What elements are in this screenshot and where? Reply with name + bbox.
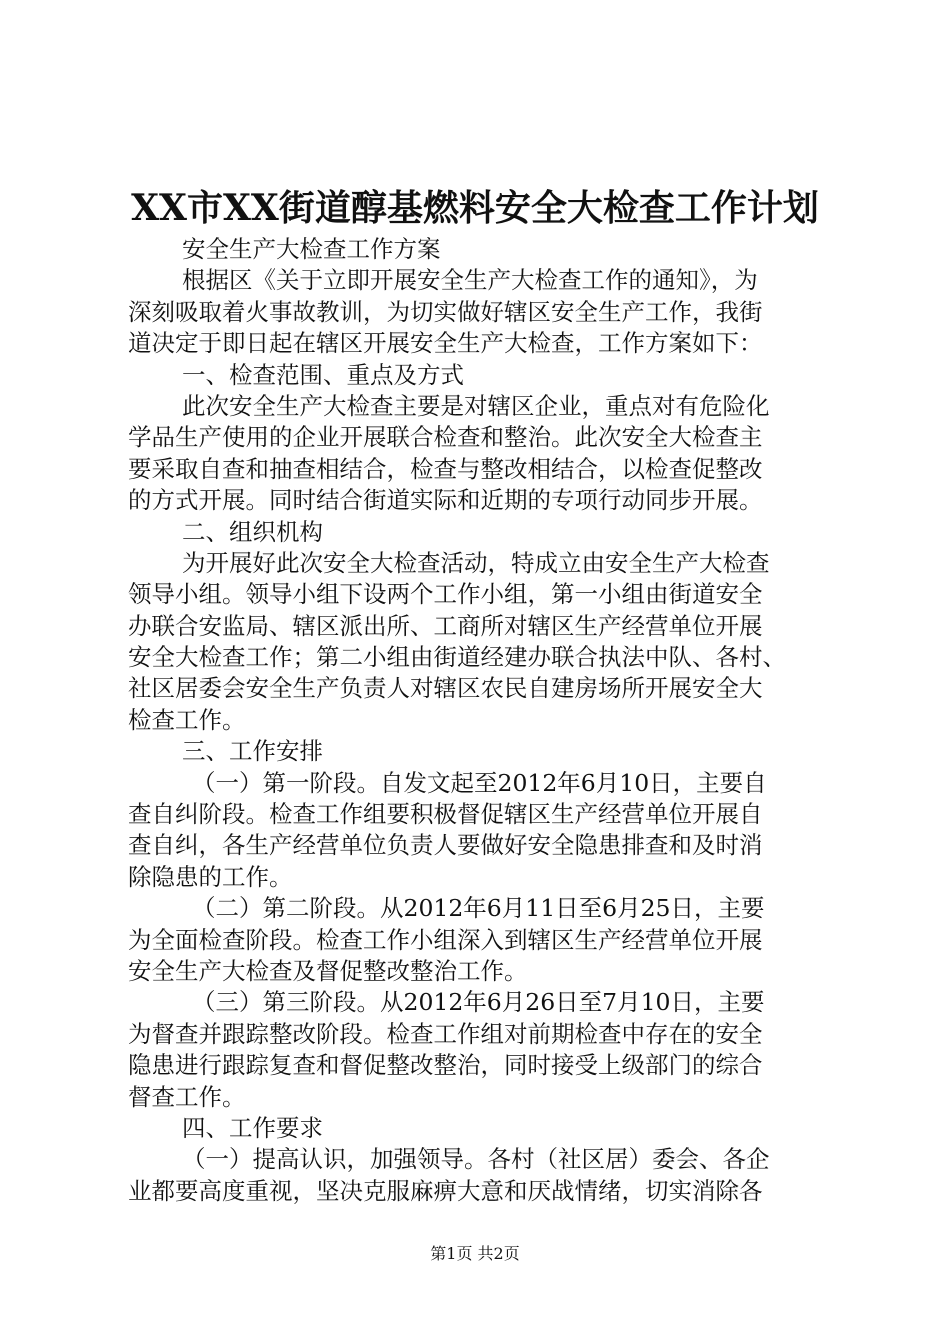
body-line: 的方式开展。同时结合街道实际和近期的专项行动同步开展。 <box>128 486 763 515</box>
body-line: 深刻吸取着火事故教训，为切实做好辖区安全生产工作，我街 <box>128 297 763 326</box>
body-line: 一、检查范围、重点及方式 <box>182 360 464 389</box>
body-line: 二、组织机构 <box>182 517 323 546</box>
body-line: 为督查并跟踪整改阶段。检查工作组对前期检查中存在的安全 <box>128 1019 763 1048</box>
body-line: （一）第一阶段。自发文起至2012年6月10日，主要自 <box>192 768 767 797</box>
document-title: XX市XX街道醇基燃料安全大检查工作计划 <box>131 187 819 229</box>
body-line: （一）提高认识，加强领导。各村（社区居）委会、各企 <box>182 1145 770 1174</box>
body-line: 为开展好此次安全大检查活动，特成立由安全生产大检查 <box>182 548 770 577</box>
body-line: 此次安全生产大检查主要是对辖区企业，重点对有危险化 <box>182 391 770 420</box>
body-line: 查自纠，各生产经营单位负责人要做好安全隐患排查和及时消 <box>128 831 763 860</box>
body-line: 安全生产大检查及督促整改整治工作。 <box>128 956 528 985</box>
body-line: 隐患进行跟踪复查和督促整改整治，同时接受上级部门的综合 <box>128 1051 763 1080</box>
body-line: （三）第三阶段。从2012年6月26日至7月10日，主要 <box>192 988 765 1017</box>
body-line: 道决定于即日起在辖区开展安全生产大检查，工作方案如下： <box>128 329 763 358</box>
body-line: 要采取自查和抽查相结合，检查与整改相结合，以检查促整改 <box>128 454 763 483</box>
body-line: （二）第二阶段。从2012年6月11日至6月25日，主要 <box>192 894 765 923</box>
body-line: 四、工作要求 <box>182 1113 323 1142</box>
body-line: 业都要高度重视，坚决克服麻痹大意和厌战情绪，切实消除各 <box>128 1176 763 1205</box>
body-line: 除隐患的工作。 <box>128 862 293 891</box>
body-line: 安全生产大检查工作方案 <box>182 235 441 263</box>
body-line: 为全面检查阶段。检查工作小组深入到辖区生产经营单位开展 <box>128 925 763 954</box>
body-line: 督查工作。 <box>128 1082 246 1111</box>
page-footer: 第1页 共2页 <box>430 1244 520 1263</box>
body-line: 领导小组。领导小组下设两个工作小组，第一小组由街道安全 <box>128 580 763 609</box>
body-line: 查自纠阶段。检查工作组要积极督促辖区生产经营单位开展自 <box>128 800 763 829</box>
body-line: 社区居委会安全生产负责人对辖区农民自建房场所开展安全大 <box>128 674 763 703</box>
document-body <box>128 234 828 1207</box>
body-line: 学品生产使用的企业开展联合检查和整治。此次安全大检查主 <box>128 423 763 452</box>
body-line: 安全大检查工作；第二小组由街道经建办联合执法中队、各村、 <box>128 643 786 672</box>
body-line: 办联合安监局、辖区派出所、工商所对辖区生产经营单位开展 <box>128 611 763 640</box>
body-line: 检查工作。 <box>128 705 246 734</box>
body-line: 三、工作安排 <box>182 737 323 766</box>
body-line: 根据区《关于立即开展安全生产大检查工作的通知》，为 <box>182 266 758 295</box>
